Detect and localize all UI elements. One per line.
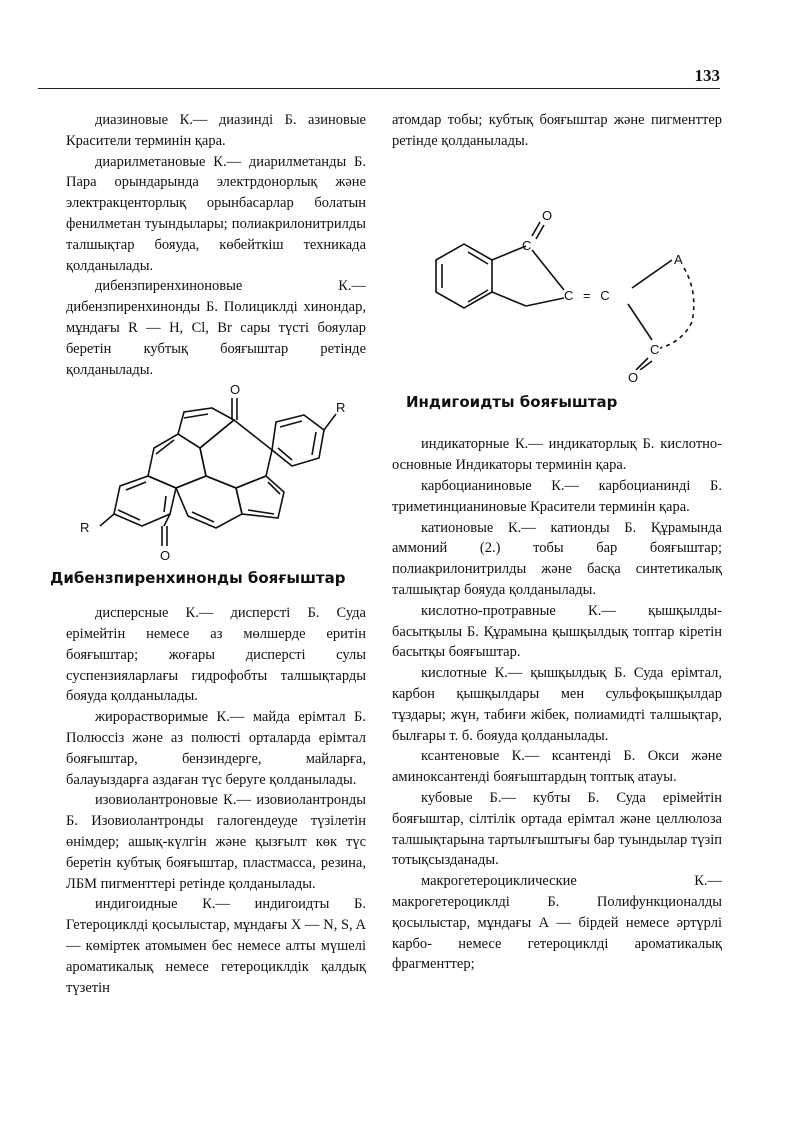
page-number: 133 [694,66,720,85]
entry-macroheterocyclic: макрогетероциклические К.— макрогетероциклді Б. Полифункционалды қосылыстар, мұндағы А — бірдей немесе әртүрлі карбо- немесе гетероциклді ароматикалық фрагменттер; [392,873,722,973]
entry-acid: кислотные К.— қышқылдық Б. Суда ерімтал, карбон қышқылдары мен сульфоқышқылдар тұздары; жүн, табиғи жібек, полиамидті талшықтар, былғары т. б. бояуда қолданылады. [392,665,722,744]
entry-dibenzpyrenequinone: дибензпиренхиноновые К.— дибензпиренхинонды Б. Полициклді хинондар, мұндағы R — H, Cl, Br сары түсті бояулар беретін кубтық бояғыштар ретінде қолданылады. [66,278,366,378]
atom-c-lower: C [650,341,660,357]
entry-cationic: катионовые К.— катионды Б. Құрамында аммоний (2.) тобы бар бояғыштар; полиакрилонитрилды және басқа синтетикалық талшықтар бояуда қолданылады. [392,519,722,598]
entry-carbocyanine: карбоцианиновые К.— карбоцианинді Б. триметинцианиновые Красители терминін қара. [392,477,722,515]
atom-o-bottom: O [160,548,171,564]
right-column [392,110,722,975]
bond-c-equals-c: C = C [564,287,610,303]
entry-indigoid: индигоидные К.— индигоидты Б. Гетероциклді қосылыстар, мұндағы X — N, S, A — көміртек атомымен бес немесе алты мүшелі ароматикалық немесе гетероциклдік қалдық түзетін [66,896,366,996]
entry-diazine: диазиновые К.— диазинді Б. азиновые Красители терминін қара. [66,112,366,149]
entry-disperse: дисперсные К.— дисперсті Б. Суда ерімейтін немесе аз мөлшерде еритін бояғыштар; жоғары дисперсті сулы суспензияларлағы гидрофобты талшықтарды бояуда қолданылады. [66,605,366,705]
figure-caption-indigoid: Индигоидты бояғыштар [406,392,618,411]
entry-indigoid-continued: атомдар тобы; кубтық бояғыштар және пигменттер ретінде қолданылады. [392,112,722,149]
atom-c-carbonyl: C [522,237,532,253]
entry-xanthene: ксантеновые К.— ксантенді Б. Окси және аминоксантенді бояғыштардың топтық атауы. [392,748,722,786]
dibenzpyrenequinone-structure [66,380,366,570]
entry-isoviolanthrone: изовиолантроновые К.— изовиолантронды Б. Изовиолантронды галогендеуде түзілетін өнімдер; ашық-күлгін және қызғылт көк түс беретін кубтық бояғыштар, пластмасса, резина, ЛБМ пигменттері ретінде қолданылады. [66,792,366,892]
entry-acid-mordant: кислотно-протравные К.— қышқылды-басытқылы Б. Құрамына қышқылдық топтар кіретін басытқы бояғыштар. [392,602,722,661]
indigoid-structure [392,152,722,370]
atom-r-left: R [80,520,90,536]
entry-fat-soluble: жирорастворимые К.— майда ерімтал Б. Полюссіз және аз полюсті орталарда ерімтал бояғыштар, бензиндерге, майларға, балауыздарға аздаған түс беруге қолданылады. [66,709,366,788]
atom-a: A [674,251,683,267]
atom-r-right: R [336,400,346,416]
entry-diarylmethane: диарилметановые К.— диарилметанды Б. Пара орындарында электрдонорлық және электракценторлық орынбасарлар болатын фенилметан туындылары; полиакрилонитрилды талшықтар бояуда, көбейткіш техникада қолданылады. [66,153,366,274]
figure-caption-dibenzpyrenequinone: Дибензпиренхинонды бояғыштар [50,569,346,588]
entry-indicator: индикаторные К.— индикаторлық Б. кислотно-основные Индикаторы терминін қара. [392,436,722,474]
header-rule [38,88,720,89]
entry-vat: кубовые Б.— кубты Б. Суда ерімейтін бояғыштар, сілтілік ортада ерімтал және целлюлоза талшықтарына тартылғыштығы бар туындылар түзіп тотықсызданады. [392,789,722,869]
left-column [50,110,366,998]
atom-o-top: O [230,382,241,398]
atom-o-upper: O [542,207,553,223]
atom-o-lower: O [628,369,639,385]
